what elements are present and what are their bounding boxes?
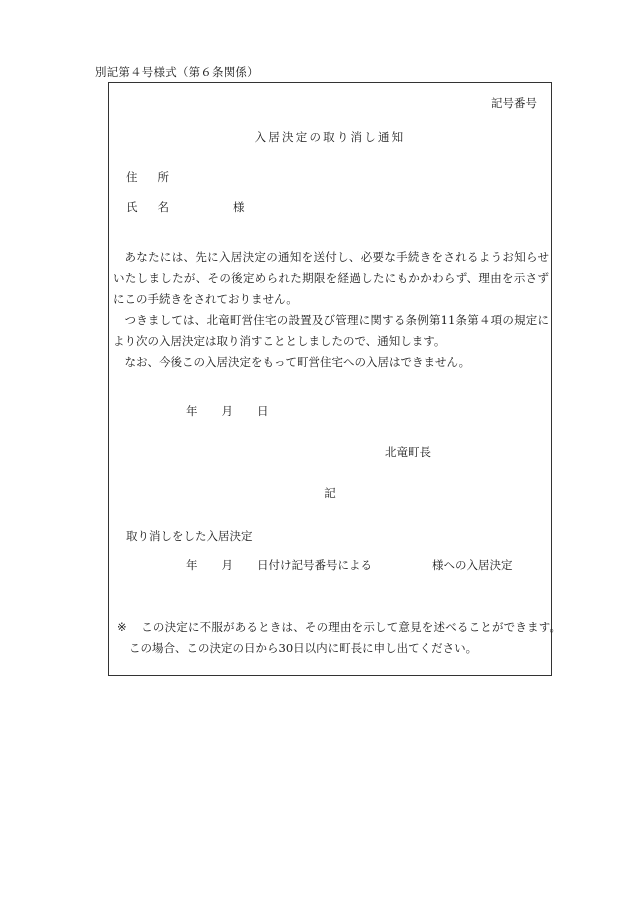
date-year: 年	[186, 404, 198, 418]
detail-month: 月	[221, 558, 233, 572]
detail-year: 年	[186, 558, 198, 572]
honorific: 様	[233, 200, 245, 214]
address-label-char1: 住	[126, 170, 138, 184]
body-paragraph: なお、今後この入居決定をもって町営住宅への入居はできません。	[124, 355, 471, 369]
record-heading: 記	[324, 486, 336, 500]
issuer-mayor: 北竜町長	[385, 445, 431, 459]
name-label-char2: 名	[157, 200, 169, 214]
doc-number-label: 記号番号	[491, 96, 537, 110]
appeal-note	[117, 617, 561, 659]
form-label: 別記第４号様式（第６条関係）	[95, 65, 259, 79]
cancelled-decision-label: 取り消しをした入居決定	[126, 529, 253, 543]
date-month: 月	[221, 404, 233, 418]
note-text: この決定に不服があるときは、その理由を示して意見を述べることができます。この場合、この決定の日から30日以内に町長に申し出てください。	[129, 620, 561, 655]
name-label-char1: 氏	[126, 200, 138, 214]
notice-body	[113, 247, 549, 373]
name-label	[126, 202, 169, 214]
date-line	[186, 406, 269, 418]
notice-frame	[108, 82, 561, 676]
detail-date-suffix: 日付け記号番号による	[257, 558, 372, 572]
address-label-char2: 所	[157, 170, 169, 184]
body-paragraph: あなたには、先に入居決定の通知を送付し、必要な手続きをされるようお知らせいたしましたが、その後定められた期限を経過したにもかかわらず、理由を示さずにこの手続きをされておりません。	[113, 250, 549, 306]
document-title: 入居決定の取り消し通知	[254, 130, 406, 144]
detail-decision-suffix: 様への入居決定	[432, 558, 513, 572]
date-day: 日	[257, 404, 269, 418]
note-mark: ※	[117, 620, 127, 634]
cancelled-decision-detail	[186, 560, 513, 572]
body-paragraph: つきましては、北竜町営住宅の設置及び管理に関する条例第11条第４項の規定により次の入居決定は取り消すこととしましたので、通知します。	[113, 313, 549, 348]
address-label	[126, 172, 169, 184]
